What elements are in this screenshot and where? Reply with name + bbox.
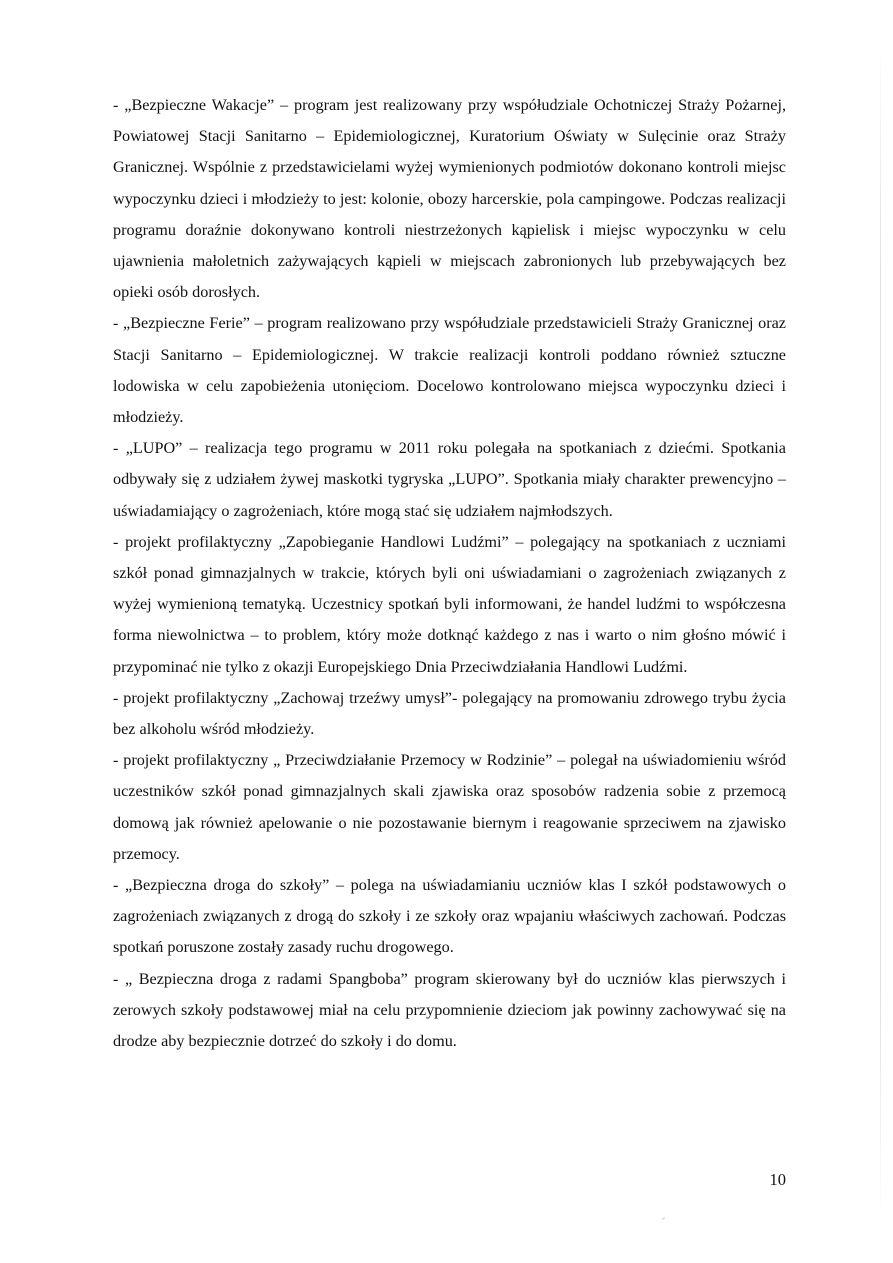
scan-edge-line <box>880 40 881 1220</box>
paragraph-bezpieczne-ferie: - „Bezpieczne Ferie” – program realizowano przy współudziale przedstawicieli Straży Granicznej oraz Stacji Sanitarno – Epidemiologicznej. W trakcie realizacji kontroli poddano również sztuczne lodowiska w celu zapobieżenia utonięciom. Docelowo kontrolowano miejsca wypoczynku dzieci i młodzieży. <box>113 314 786 427</box>
paragraph-zachowaj-trzezwy-umysl: - projekt profilaktyczny „Zachowaj trzeźwy umysł”- polegający na promowaniu zdrowego trybu życia bez alkoholu wśród młodzieży. <box>113 688 786 739</box>
paragraph-bezpieczne-wakacje: - „Bezpieczne Wakacje” – program jest realizowany przy współudziale Ochotniczej Straży Pożarnej, Powiatowej Stacji Sanitarno – Epidemiologicznej, Kuratorium Oświaty w Sulęcinie oraz Straży Granicznej. Wspólnie z przedstawicielami wyżej wymienionych podmiotów dokonano kontroli miejsc wypoczynku dzieci i młodzieży to jest: kolonie, obozy harcerskie, pola campingowe. Podczas realizacji programu doraźnie dokonywano kontroli niestrzeżonych kąpielisk i miejsc wypoczynku w celu ujawnienia małoletnich zażywających kąpieli w miejscach zabronionych lub przebywających bez opieki osób dorosłych. <box>113 96 786 302</box>
body-text <box>113 90 786 1057</box>
paragraph-lupo: - „LUPO” – realizacja tego programu w 2011 roku polegała na spotkaniach z dziećmi. Spotkania odbywały się z udziałem żywej maskotki tygryska „LUPO”. Spotkania miały charakter prewencyjno – uświadamiający o zagrożeniach, które mogą stać się udziałem najmłodszych. <box>113 439 786 520</box>
paragraph-bezpieczna-droga-do-szkoly: - „Bezpieczna droga do szkoły” – polega na uświadamianiu uczniów klas I szkół podstawowych o zagrożeniach związanych z drogą do szkoły i ze szkoły oraz wpajaniu właściwych zachowań. Podczas spotkań poruszone zostały zasady ruchu drogowego. <box>113 876 786 957</box>
paragraph-bezpieczna-droga-spangboba: - „ Bezpieczna droga z radami Spangboba” program skierowany był do uczniów klas pierwszych i zerowych szkoły podstawowej miał na celu przypomnienie dzieciom jak powinny zachowywać się na drodze aby bezpiecznie dotrzeć do szkoły i do domu. <box>113 969 786 1051</box>
paragraph-przeciwdzialanie-przemocy: - projekt profilaktyczny „ Przeciwdziałanie Przemocy w Rodzinie” – polegał na uświadomieniu wśród uczestników szkół ponad gimnazjalnych skali zjawiska oraz sposobów radzenia sobie z przemocą domową jak również apelowanie o nie pozostawanie biernym i reagowanie sprzeciwem na zjawisko przemocy. <box>113 751 786 863</box>
scan-speck <box>662 1217 665 1220</box>
paragraph-zapobieganie-handlowi-ludzmi: - projekt profilaktyczny „Zapobieganie Handlowi Ludźmi” – polegający na spotkaniach z uczniami szkół ponad gimnazjalnych w trakcie, których byli oni uświadamiani o zagrożeniach związanych z wyżej wymienioną tematyką. Uczestnicy spotkań byli informowani, że handel ludźmi to współczesna forma niewolnictwa – to problem, który może dotknąć każdego z nas i warto o nim głośno mówić i przypominać nie tylko z okazji Europejskiego Dnia Przeciwdziałania Handlowi Ludźmi. <box>113 532 786 676</box>
page-number: 10 <box>769 1170 786 1189</box>
